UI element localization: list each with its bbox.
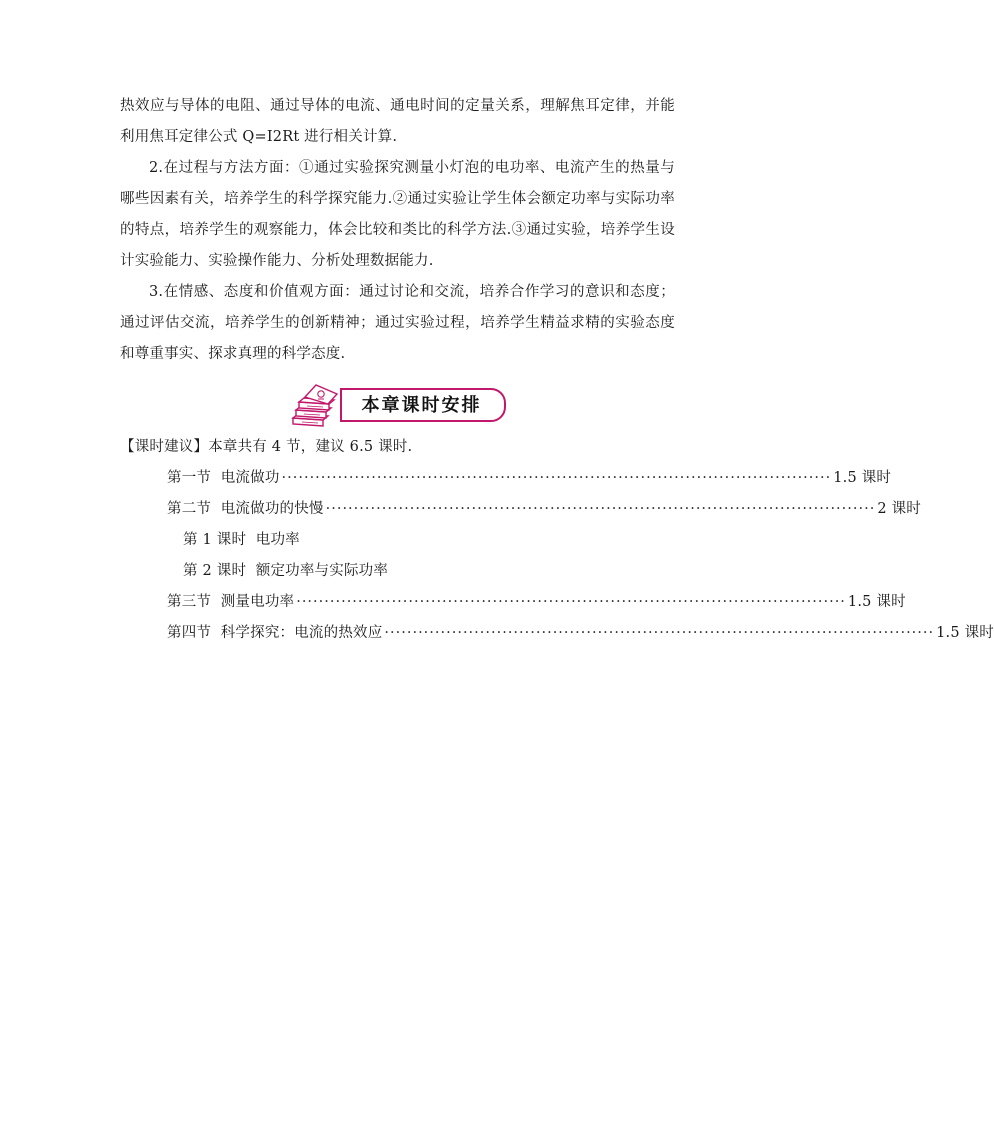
dot-leader: ··································································································: [281, 470, 832, 486]
paragraph-knowledge-goal: 热效应与导体的电阻、通过导体的电流、通电时间的定量关系，理解焦耳定律，并能利用焦耳定律公式 Q=I2Rt 进行相关计算.: [120, 98, 675, 145]
section-banner: [120, 382, 675, 428]
paragraph-process-method-goal: 2.在过程与方法方面：①通过实验探究测量小灯泡的电功率、电流产生的热量与哪些因素有关，培养学生的科学探究能力.②通过实验让学生体会额定功率与实际功率的特点，培养学生的观察能力，体会比较和类比的科学方法.③通过实验，培养学生设计实验能力、实验操作能力、分析处理数据能力.: [120, 160, 675, 269]
page-content: [120, 91, 994, 649]
dot-leader: ··································································································: [296, 594, 846, 610]
schedule-suggestion: [120, 432, 675, 463]
banner-title: 本章课时安排: [340, 388, 506, 422]
schedule-row: [120, 494, 921, 525]
dot-leader: ··································································································: [384, 625, 935, 641]
schedule-row-hours: 1.5 课时: [847, 594, 906, 610]
schedule-row-hours: 1.5 课时: [833, 470, 892, 486]
schedule-row: [120, 618, 994, 649]
schedule-subrow: [120, 556, 675, 587]
schedule-row-title: 第四节 科学探究：电流的热效应: [167, 625, 383, 641]
dot-leader: ··································································································: [325, 501, 876, 517]
schedule-row: [120, 463, 892, 494]
schedule-list: [120, 432, 994, 649]
paragraph-attitude-goal: 3.在情感、态度和价值观方面：通过讨论和交流，培养合作学习的意识和态度；通过评估交流，培养学生的创新精神；通过实验过程，培养学生精益求精的实验态度和尊重事实、探求真理的科学态度.: [120, 284, 675, 362]
schedule-row-title: 第二节 电流做功的快慢: [167, 501, 324, 517]
schedule-subrow-title: 第 1 课时 电功率: [183, 532, 300, 548]
schedule-subrow: [120, 525, 675, 556]
schedule-row-title: 第一节 电流做功: [167, 470, 280, 486]
schedule-row-title: 第三节 测量电功率: [167, 594, 295, 610]
schedule-row: [120, 587, 906, 618]
schedule-row-hours: 1.5 课时: [936, 625, 994, 641]
schedule-row-hours: 2 课时: [877, 501, 921, 517]
schedule-subrow-title: 第 2 课时 额定功率与实际功率: [183, 563, 389, 579]
books-icon: [290, 382, 346, 428]
schedule-suggestion-text: 【课时建议】本章共有 4 节，建议 6.5 课时.: [120, 439, 413, 455]
